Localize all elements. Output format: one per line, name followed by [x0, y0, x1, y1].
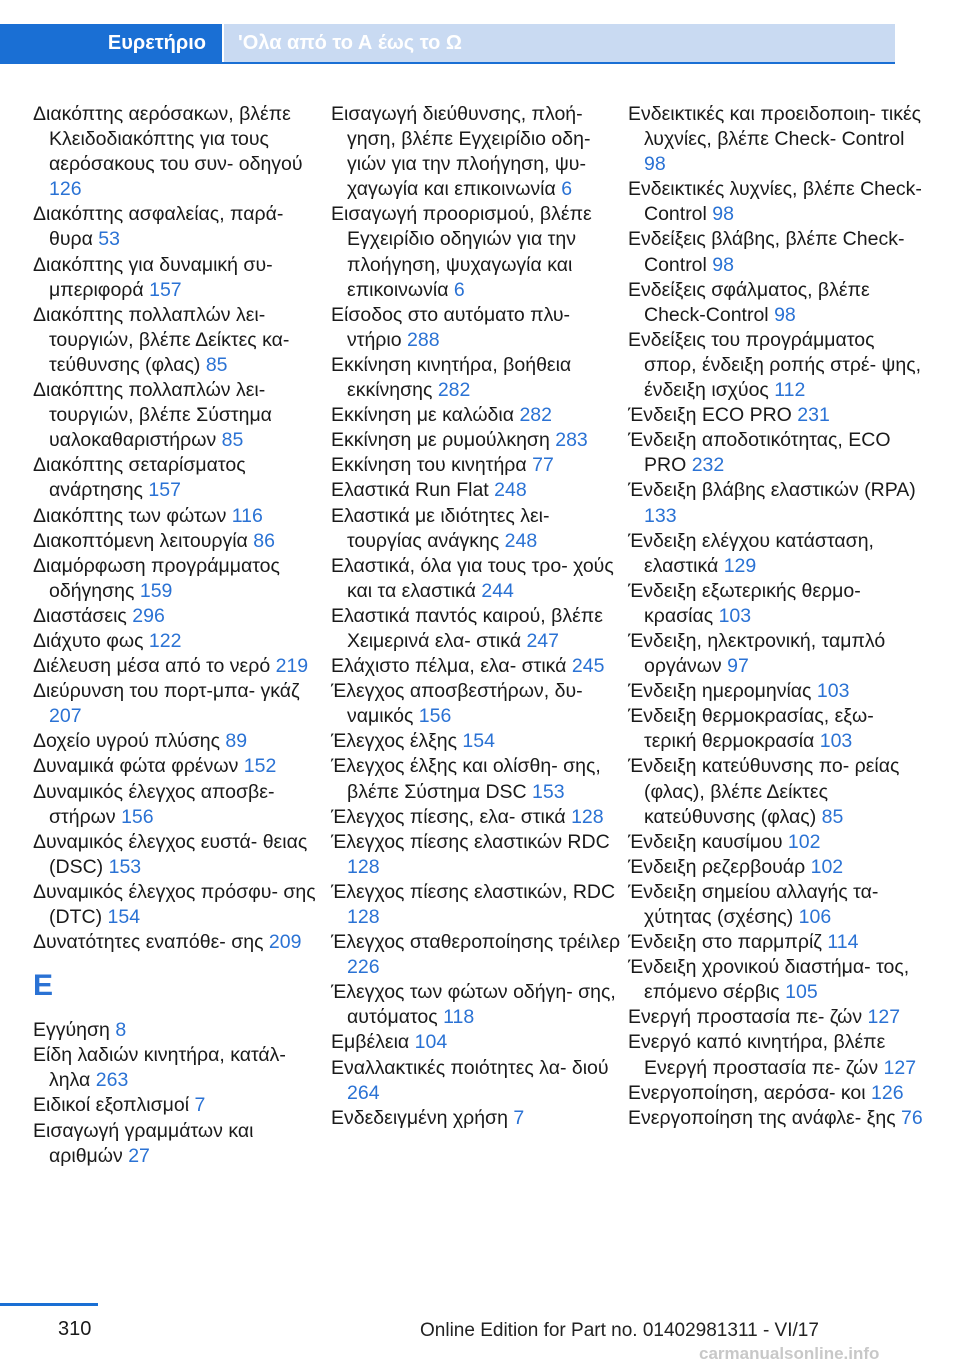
index-entry-term: Ειδικοί εξοπλισμοί	[33, 1094, 190, 1117]
index-entry	[33, 1018, 323, 1043]
index-entry	[33, 679, 323, 729]
index-entry-term: Εκκίνηση του κινητήρα	[331, 454, 527, 477]
index-entry-page-link[interactable]: 127	[867, 1006, 901, 1029]
index-entry-page-link[interactable]: 116	[231, 504, 263, 527]
index-entry-term: Ενδεδειγμένη χρήση	[331, 1106, 508, 1129]
index-entry-page-link[interactable]: 112	[774, 379, 806, 402]
index-entry-term: Διακόπτης πολλαπλών λει‐ τουργιών, βλέπε Δείκτες κα‐ τεύθυνσης (φλας)	[33, 303, 290, 376]
index-entry-page-link[interactable]: 282	[519, 404, 552, 427]
index-entry-term: Ελαστικά, όλα για τους τρο‐ χούς και τα ελαστικά	[331, 554, 614, 602]
index-entry	[628, 629, 928, 679]
index-entry	[628, 1030, 928, 1080]
index-entry-term: Έλεγχος των φώτων οδήγη‐ σης, αυτόματος	[331, 981, 616, 1029]
index-entry	[33, 830, 323, 880]
index-entry-page-link[interactable]: 127	[883, 1056, 917, 1079]
index-entry-page-link[interactable]: 102	[787, 830, 821, 853]
index-entry-term: Έλεγχος σταθεροποίησης τρέιλερ	[331, 931, 621, 954]
index-entry-term: Ένδειξη στο παρμπρίζ	[628, 931, 822, 954]
index-entry	[33, 202, 323, 252]
tab-a-to-z[interactable]: 'Ολα από το Α έως το Ω	[224, 24, 895, 62]
index-entry-term: Ενδεικτικές και προειδοποιη‐ τικές λυχνίες, βλέπε Check- Control	[628, 103, 922, 151]
index-entry	[33, 729, 323, 754]
index-entry	[33, 102, 323, 202]
index-entry-page-link[interactable]: 98	[774, 303, 796, 326]
index-column-3	[628, 102, 928, 1131]
index-entry	[33, 303, 323, 378]
index-entry-term: Διαστάσεις	[33, 604, 127, 627]
index-entry-term: Ενδείξεις σφάλματος, βλέπε Check-Control	[628, 278, 870, 326]
index-entry-page-link[interactable]: 248	[494, 479, 527, 502]
index-entry	[628, 880, 928, 930]
index-entry-page-link[interactable]: 7	[194, 1094, 206, 1117]
index-entry-page-link[interactable]: 126	[871, 1081, 904, 1104]
index-entry	[331, 1030, 621, 1055]
index-entry-page-link[interactable]: 283	[555, 429, 588, 452]
tab-index[interactable]: Ευρετήριο	[0, 24, 222, 62]
index-entry-page-link[interactable]: 102	[810, 855, 844, 878]
index-entry-page-link[interactable]: 248	[504, 529, 538, 552]
index-entry-page-link[interactable]: 157	[149, 278, 182, 301]
index-entry-page-link[interactable]: 89	[225, 730, 248, 753]
index-entry-term: Ελάχιστο πέλμα, ελα‐ στικά	[331, 655, 567, 678]
index-entry-page-link[interactable]: 27	[128, 1144, 150, 1167]
index-entry-page-link[interactable]: 282	[437, 379, 471, 402]
index-entry	[331, 805, 621, 830]
index-entry-term: Ενεργή προστασία πε‐ ζών	[628, 1006, 863, 1029]
index-entry-page-link[interactable]: 154	[462, 730, 495, 753]
index-entry	[33, 880, 323, 930]
index-entry-page-link[interactable]: 133	[644, 504, 677, 527]
index-entry	[33, 629, 323, 654]
index-entry-term: Ένδειξη σημείου αλλαγής τα‐ χύτητας (σχέσης)	[628, 880, 879, 928]
index-entry-page-link[interactable]: 86	[253, 529, 275, 552]
index-entry-term: Ενδεικτικές λυχνίες, βλέπε Check-Control	[628, 178, 922, 226]
index-entry	[331, 202, 621, 302]
footer-divider	[0, 1303, 98, 1306]
index-entry-page-link[interactable]: 6	[561, 178, 573, 201]
index-entry	[331, 880, 621, 930]
index-entry-term: Διεύρυνση του πορτ-μπα‐ γκάζ	[33, 680, 300, 703]
index-entry-term: Διακόπτης σεταρίσματος ανάρτησης	[33, 454, 246, 502]
index-column-2	[331, 102, 621, 1131]
index-entry-page-link[interactable]: 226	[347, 956, 380, 979]
index-entry-term: Διέλευση μέσα από το νερό	[33, 655, 271, 678]
index-entry-term: Ένδειξη θερμοκρασίας, εξω‐ τερική θερμοκρασία	[628, 705, 874, 753]
index-entry-term: Ελαστικά Run Flat	[331, 479, 489, 502]
index-entry	[331, 604, 621, 654]
index-entry-term: Δυναμικός έλεγχος αποσβε‐ στήρων	[33, 780, 275, 828]
index-entry	[331, 754, 621, 804]
index-entry-term: Δυναμικός έλεγχος ευστά‐ θειας (DSC)	[33, 830, 308, 878]
index-entry	[331, 729, 621, 754]
index-entry-page-link[interactable]: 156	[121, 805, 154, 828]
index-entry-page-link[interactable]: 105	[785, 981, 818, 1004]
index-entry	[331, 1056, 621, 1106]
index-entry-term: Ενδείξεις του προγράμματος σπορ, ένδειξη ροπής στρέ‐ ψης, ένδειξη ισχύος	[628, 328, 922, 402]
index-entry-term: Εισαγωγή διεύθυνσης, πλοή‐ γηση, βλέπε Εγχειρίδιο οδη‐ γιών για την πλοήγηση, ψυ‐ χαγωγία και επικοινωνία	[331, 103, 591, 201]
index-entry-page-link[interactable]: 209	[268, 931, 302, 954]
index-entry-page-link[interactable]: 98	[712, 253, 734, 276]
index-entry-term: Ένδειξη χρονικού διαστήμα‐ τος, επόμενο σέρβις	[628, 956, 910, 1004]
index-entry-term: Διακοπτόμενη λειτουργία	[33, 529, 248, 552]
index-entry	[628, 102, 928, 177]
index-entry-term: Διακόπτης πολλαπλών λει‐ τουργιών, βλέπε Σύστημα υαλοκαθαριστήρων	[33, 379, 272, 452]
index-entry-term: Δοχείο υγρού πλύσης	[33, 730, 220, 753]
index-entry	[628, 930, 928, 955]
index-column-1	[33, 102, 323, 1169]
page-number: 310	[58, 1318, 92, 1340]
index-entry-term: Ένδειξη αποδοτικότητας, ECO PRO	[628, 429, 891, 477]
index-entry-page-link[interactable]: 128	[347, 906, 380, 928]
index-entry	[628, 177, 928, 227]
index-entry-term: Έλεγχος πίεσης ελαστικών RDC	[331, 830, 610, 853]
index-entry	[33, 529, 323, 554]
index-entry-term: Ελαστικά με ιδιότητες λει‐ τουργίας ανάγκης	[331, 504, 550, 552]
index-entry-term: Διακόπτης αερόσακων, βλέπε Κλειδοδιακόπτης για τους αερόσακους του συν‐ οδηγού	[33, 103, 303, 176]
index-entry-page-link[interactable]: 103	[816, 680, 850, 703]
index-entry	[33, 504, 323, 529]
index-entry-term: Διακόπτης των φώτων	[33, 504, 227, 527]
index-entry-term: Ένδειξη εξωτερικής θερμο‐ κρασίας	[628, 579, 861, 627]
index-entry-term: Ενεργοποίηση της ανάφλε‐ ξης	[628, 1106, 896, 1129]
index-entry-term: Διαμόρφωση προγράμματος οδήγησης	[33, 554, 280, 602]
index-entry-page-link[interactable]: 98	[644, 153, 666, 176]
index-entry-term: Έλεγχος έλξης και ολίσθη‐ σης, βλέπε Σύστημα DSC	[331, 755, 601, 803]
index-entry	[628, 1081, 928, 1106]
index-entry	[33, 654, 323, 679]
index-entry	[33, 930, 323, 955]
index-entry-term: Ενδείξεις βλάβης, βλέπε Check-Control	[628, 228, 905, 276]
index-entry-page-link[interactable]: 77	[532, 454, 554, 477]
header	[0, 0, 960, 62]
index-entry-page-link[interactable]: 98	[712, 203, 734, 226]
index-entry-page-link[interactable]: 245	[571, 655, 605, 678]
index-entry-page-link[interactable]: 104	[414, 1031, 448, 1054]
index-entry-page-link[interactable]: 154	[107, 906, 141, 928]
index-entry-page-link[interactable]: 153	[532, 780, 565, 803]
index-entry-term: Εισαγωγή γραμμάτων και αριθμών	[33, 1119, 254, 1167]
index-entry	[628, 754, 928, 829]
index-entry-page-link[interactable]: 129	[723, 554, 757, 577]
index-entry	[628, 278, 928, 328]
index-entry-term: Ελαστικά παντός καιρού, βλέπε Χειμερινά ελα‐ στικά	[331, 604, 603, 652]
index-entry-page-link[interactable]: 85	[821, 805, 844, 828]
index-entry	[331, 453, 621, 478]
index-entry-term: Εναλλακτικές ποιότητες λα‐ διού	[331, 1056, 609, 1079]
index-entry-term: Έλεγχος αποσβεστήρων, δυ‐ ναμικός	[331, 680, 583, 728]
index-entry	[628, 403, 928, 428]
index-entry-page-link[interactable]: 156	[418, 705, 452, 728]
index-entry-page-link[interactable]: 85	[221, 429, 244, 452]
index-entry	[628, 478, 928, 528]
index-entry-term: Εγγύηση	[33, 1019, 110, 1042]
index-entry	[331, 102, 621, 202]
index-entry	[331, 303, 621, 353]
index-entry-page-link[interactable]: 53	[98, 228, 120, 251]
index-entry-page-link[interactable]: 244	[481, 579, 514, 602]
index-entry	[331, 654, 621, 679]
index-entry	[33, 780, 323, 830]
index-entry-term: Διάχυτο φως	[33, 629, 144, 652]
index-entry-term: Διακόπτης για δυναμική συ‐ μπεριφορά	[33, 253, 273, 301]
index-entry	[33, 378, 323, 453]
index-entry	[628, 1005, 928, 1030]
index-entry-page-link[interactable]: 247	[526, 629, 559, 652]
index-entry	[628, 679, 928, 704]
index-entry-page-link[interactable]: 264	[347, 1081, 380, 1104]
index-entry-page-link[interactable]: 106	[798, 906, 832, 928]
index-entry-term: Έλεγχος πίεσης ελαστικών, RDC	[331, 880, 616, 903]
index-entry	[628, 855, 928, 880]
index-entry-page-link[interactable]: 207	[49, 705, 82, 728]
index-entry-page-link[interactable]: 128	[571, 805, 604, 828]
index-entry-term: Ένδειξη, ηλεκτρονική, ταμπλό οργάνων	[628, 629, 886, 678]
index-entry-term: Ένδειξη βλάβης ελαστικών (RPA)	[628, 479, 916, 502]
index-entry	[331, 428, 621, 453]
index-entry-page-link[interactable]: 159	[139, 579, 173, 602]
index-entry	[331, 930, 621, 980]
index-entry-term: Ένδειξη ημερομηνίας	[628, 680, 812, 703]
index-entry-page-link[interactable]: 219	[275, 655, 309, 678]
index-entry-term: Εισαγωγή προορισμού, βλέπε Εγχειρίδιο οδηγιών για την πλοήγηση, ψυχαγωγία και επικοινωνία	[331, 203, 592, 301]
index-entry	[331, 554, 621, 604]
index-entry-page-link[interactable]: 85	[205, 353, 228, 376]
index-entry	[331, 679, 621, 729]
index-entry-page-link[interactable]: 7	[513, 1106, 525, 1129]
index-entry	[33, 453, 323, 503]
index-entry-page-link[interactable]: 232	[691, 454, 725, 477]
index-entry-page-link[interactable]: 288	[407, 328, 440, 351]
index-entry	[628, 328, 928, 403]
index-entry-page-link[interactable]: 231	[797, 404, 830, 427]
index-entry-page-link[interactable]: 128	[347, 855, 380, 878]
index-entry-term: Εμβέλεια	[331, 1031, 410, 1054]
index-entry-page-link[interactable]: 118	[443, 1006, 475, 1029]
index-entry-page-link[interactable]: 103	[819, 730, 853, 753]
index-entry	[331, 478, 621, 503]
index-entry-page-link[interactable]: 97	[727, 655, 749, 678]
index-entry	[331, 980, 621, 1030]
index-entry-page-link[interactable]: 76	[901, 1106, 923, 1129]
index-entry	[628, 529, 928, 579]
index-entry-page-link[interactable]: 153	[108, 855, 142, 878]
index-entry-term: Ένδειξη καυσίμου	[628, 830, 783, 853]
index-entry	[628, 955, 928, 1005]
index-entry-term: Εκκίνηση κινητήρα, βοήθεια εκκίνησης	[331, 353, 572, 402]
index-entry-term: Είδη λαδιών κινητήρα, κατάλ‐ ληλα	[33, 1044, 286, 1092]
index-entry-term: Είσοδος στο αυτόματο πλυ‐ ντήριο	[331, 303, 571, 351]
index-entry-term: Ενεργοποίηση, αερόσα‐ κοι	[628, 1081, 866, 1104]
index-entry-term: Ένδειξη ECO PRO	[628, 404, 792, 427]
index-entry	[33, 754, 323, 779]
index-entry-term: Έλεγχος έλξης	[331, 730, 457, 753]
index-entry	[628, 227, 928, 277]
index-entry-page-link[interactable]: 157	[148, 479, 181, 502]
index-entry	[33, 253, 323, 303]
index-entry	[331, 403, 621, 428]
index-entry	[33, 554, 323, 604]
index-entry	[33, 1119, 323, 1169]
index-entry-page-link[interactable]: 152	[243, 755, 277, 778]
index-entry-term: Διακόπτης ασφαλείας, παρά‐ θυρα	[33, 203, 284, 251]
index-entry-term: Έλεγχος πίεσης, ελα‐ στικά	[331, 805, 566, 828]
index-entry-page-link[interactable]: 263	[95, 1069, 129, 1092]
section-letter: Ε	[33, 969, 54, 1003]
index-entry	[628, 704, 928, 754]
index-entry	[33, 1093, 323, 1118]
watermark: carmanualsonline.info	[699, 1344, 880, 1362]
index-entry-page-link[interactable]: 6	[453, 278, 465, 301]
index-entry	[628, 428, 928, 478]
index-entry-page-link[interactable]: 114	[827, 931, 859, 954]
index-entry-page-link[interactable]: 8	[115, 1019, 127, 1042]
index-entry	[628, 579, 928, 629]
index-entry	[331, 830, 621, 880]
index-entry-term: Δυναμικός έλεγχος πρόσφυ‐ σης (DTC)	[33, 880, 316, 928]
index-entry-term: Δυναμικά φώτα φρένων	[33, 755, 239, 778]
index-entry-page-link[interactable]: 296	[132, 604, 165, 627]
index-entry-term: Ένδειξη ελέγχου κατάσταση, ελαστικά	[628, 529, 874, 577]
index-entry-page-link[interactable]: 126	[49, 178, 82, 201]
index-entry-page-link[interactable]: 122	[148, 629, 182, 652]
index-entry-term: Ενεργό καπό κινητήρα, βλέπε Ενεργή προστασία πε‐ ζών	[628, 1031, 886, 1079]
index-entry-term: Εκκίνηση με καλώδια	[331, 404, 515, 427]
index-entry-term: Ένδειξη κατεύθυνσης πο‐ ρείας (φλας), βλέπε Δείκτες κατεύθυνσης (φλας)	[628, 755, 900, 828]
index-entry	[628, 1106, 928, 1131]
index-entry	[331, 353, 621, 403]
index-entry	[33, 604, 323, 629]
header-divider	[0, 62, 895, 64]
index-entry	[628, 830, 928, 855]
index-entry	[331, 1106, 621, 1131]
index-entry-term: Δυνατότητες εναπόθε‐ σης	[33, 931, 264, 954]
index-entry	[331, 504, 621, 554]
index-entry-term: Ένδειξη ρεζερβουάρ	[628, 855, 806, 878]
index-entry-page-link[interactable]: 103	[718, 604, 752, 627]
edition-note: Online Edition for Part no. 01402981311 - VI/17	[420, 1320, 819, 1341]
index-entry-term: Εκκίνηση με ρυμούλκηση	[331, 429, 550, 452]
index-entry	[33, 1043, 323, 1093]
